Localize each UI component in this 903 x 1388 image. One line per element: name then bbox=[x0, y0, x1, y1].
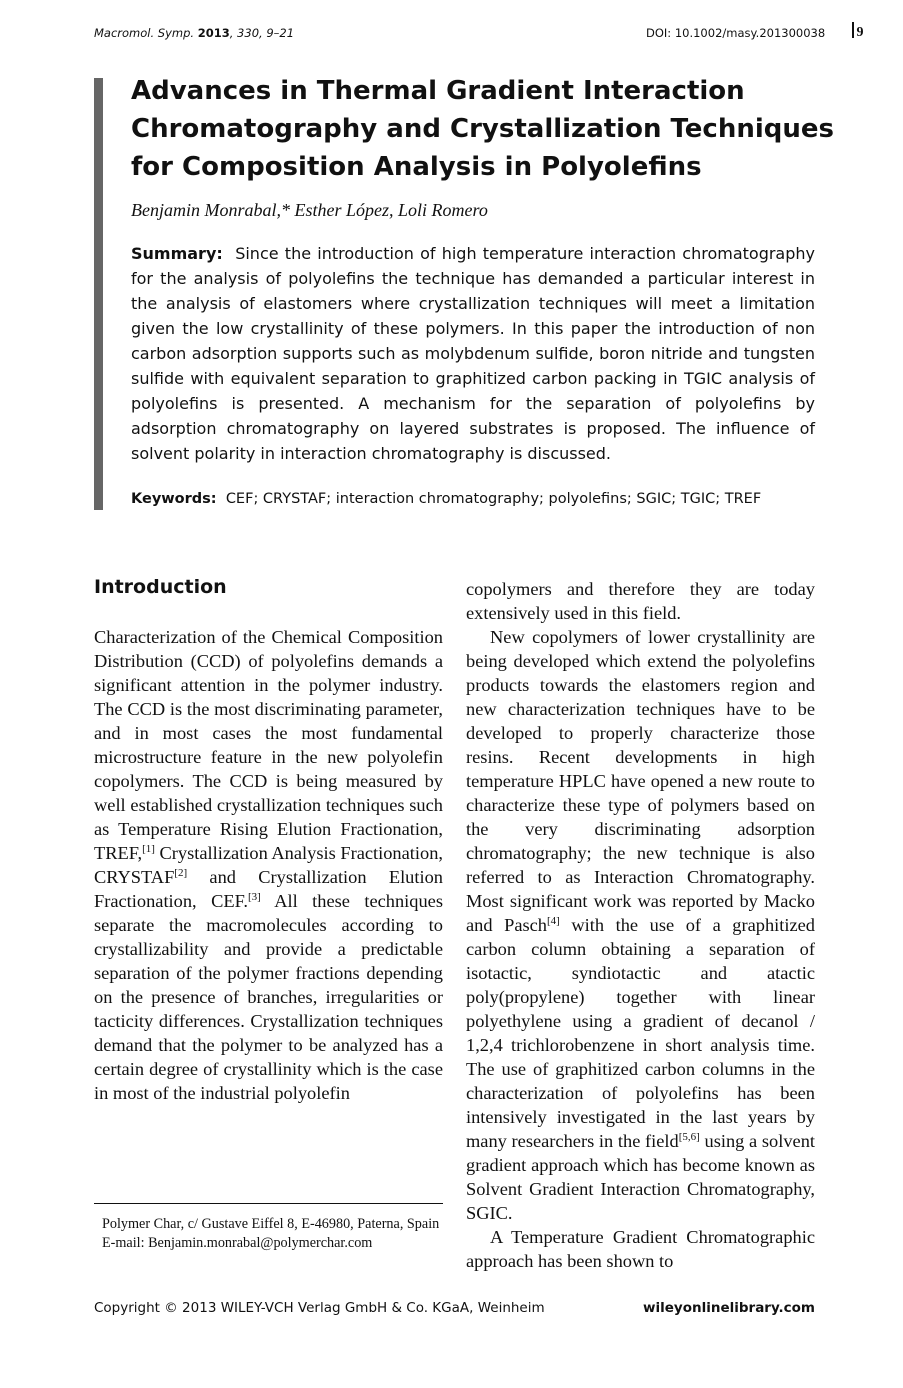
section-heading-introduction: Introduction bbox=[94, 576, 227, 598]
page-number bbox=[852, 22, 864, 41]
intro-paragraph-1-cont: copolymers and therefore they are today extensively used in this field. bbox=[466, 579, 815, 623]
intro-paragraph-3: A Temperature Gradient Chromatographic approach has been shown to bbox=[466, 1227, 815, 1271]
footnote-divider bbox=[94, 1203, 443, 1204]
citation-ref[interactable]: [3] bbox=[247, 891, 261, 903]
website-link[interactable]: wileyonlinelibrary.com bbox=[643, 1300, 815, 1316]
text-span: All these techniques separate the macromolecules according to crystallizability and provide a predictable separation of the polymer fractions depending on the presence of branches, irregularities or tacticity differences. Crystallization techniques demand that the polymer to be analyzed has a certain degree of crystallinity which is the case in most of the industrial polyolefin bbox=[94, 891, 443, 1103]
keywords bbox=[131, 491, 761, 507]
page-number-value: 9 bbox=[856, 25, 864, 40]
journal-name: Macromol. Symp. bbox=[94, 26, 195, 40]
text-span: with the use of a graphitized carbon column obtaining a separation of isotactic, syndiotactic and atactic poly(propylene) together with linear polyethylene using a gradient of decanol / 1,2,4 trichlorobenzene in short analysis time. The use of graphitized carbon columns in the characterization of polyolefins has been intensively investigated in the last years by many researchers in the field bbox=[466, 915, 816, 1151]
journal-pages: , 330, 9–21 bbox=[229, 26, 295, 40]
citation-ref[interactable]: [1] bbox=[142, 843, 155, 855]
keywords-label: Keywords: bbox=[131, 491, 217, 507]
journal-year: 2013 bbox=[197, 26, 230, 40]
citation-ref[interactable]: [4] bbox=[547, 915, 560, 927]
right-column bbox=[466, 577, 815, 1273]
left-column bbox=[94, 625, 443, 1105]
citation-ref[interactable]: [5,6] bbox=[678, 1131, 700, 1143]
summary bbox=[131, 241, 815, 466]
affiliation: Polymer Char, c/ Gustave Eiffel 8, E-46980, Paterna, Spain bbox=[102, 1216, 440, 1232]
text-span: New copolymers of lower crystallinity are being developed which extend the polyolefins products towards the elastomers region and new characterization techniques have to be developed to properly characterize those resins. Recent developments in high temperature HPLC have opened a new route to characterize these type of polymers based on the very discriminating adsorption chromatography; the new technique is also referred to as Interaction Chromatography. Most significant work was reported by Macko and Pasch bbox=[466, 627, 815, 935]
intro-paragraph-1 bbox=[94, 625, 443, 1105]
abstract-sidebar-bar bbox=[94, 78, 103, 510]
keywords-text: CEF; CRYSTAF; interaction chromatography; polyolefins; SGIC; TGIC; TREF bbox=[225, 491, 762, 507]
citation-ref[interactable]: [2] bbox=[174, 867, 188, 879]
email[interactable]: E-mail: Benjamin.monrabal@polymerchar.com bbox=[102, 1235, 373, 1251]
text-span: using a solvent gradient approach which has become known as Solvent Gradient Interaction Chromatography, SGIC. bbox=[466, 1131, 816, 1223]
footnote bbox=[102, 1215, 443, 1253]
summary-text: Since the introduction of high temperature interaction chromatography for the analysis of polyolefins the technique has demanded a particular interest in the analysis of elastomers where crystallization techniques will meet a limitation given the low crystallinity of these polymers. In this paper the introduction of non carbon adsorption supports such as molybdenum sulfide, boron nitride and tungsten sulfide with equivalent separation to graphitized carbon packing in TGIC analysis of polyolefins is presented. A mechanism for the separation of polyolefins by adsorption chromatography on layered substrates is proposed. The influence of solvent polarity in interaction chromatography is discussed. bbox=[131, 244, 816, 463]
doi: DOI: 10.1002/masy.201300038 bbox=[646, 26, 826, 40]
journal-citation bbox=[94, 26, 294, 40]
intro-paragraph-2 bbox=[466, 625, 815, 1225]
copyright: Copyright © 2013 WILEY-VCH Verlag GmbH & Co. KGaA, Weinheim bbox=[94, 1300, 545, 1316]
page-number-bar bbox=[852, 22, 854, 38]
authors: Benjamin Monrabal,* Esther López, Loli Romero bbox=[131, 200, 488, 220]
article-title: Advances in Thermal Gradient Interaction Chromatography and Crystallization Techniques for Composition Analysis in Polyolefins bbox=[131, 76, 834, 182]
text-span: Crystallization Analysis Fractionation, CRYSTAF bbox=[94, 843, 444, 887]
text-span: Characterization of the Chemical Composition Distribution (CCD) of polyolefins demands a significant attention in the polymer industry. The CCD is the most discriminating parameter, and in most cases the most fundamental microstructure feature in the new polyolefin copolymers. The CCD is being measured by well established crystallization techniques such as Temperature Rising Elution Fractionation, TREF, bbox=[94, 627, 443, 863]
summary-label: Summary: bbox=[131, 244, 223, 263]
text-span: and Crystallization Elution Fractionation, CEF. bbox=[94, 867, 443, 911]
